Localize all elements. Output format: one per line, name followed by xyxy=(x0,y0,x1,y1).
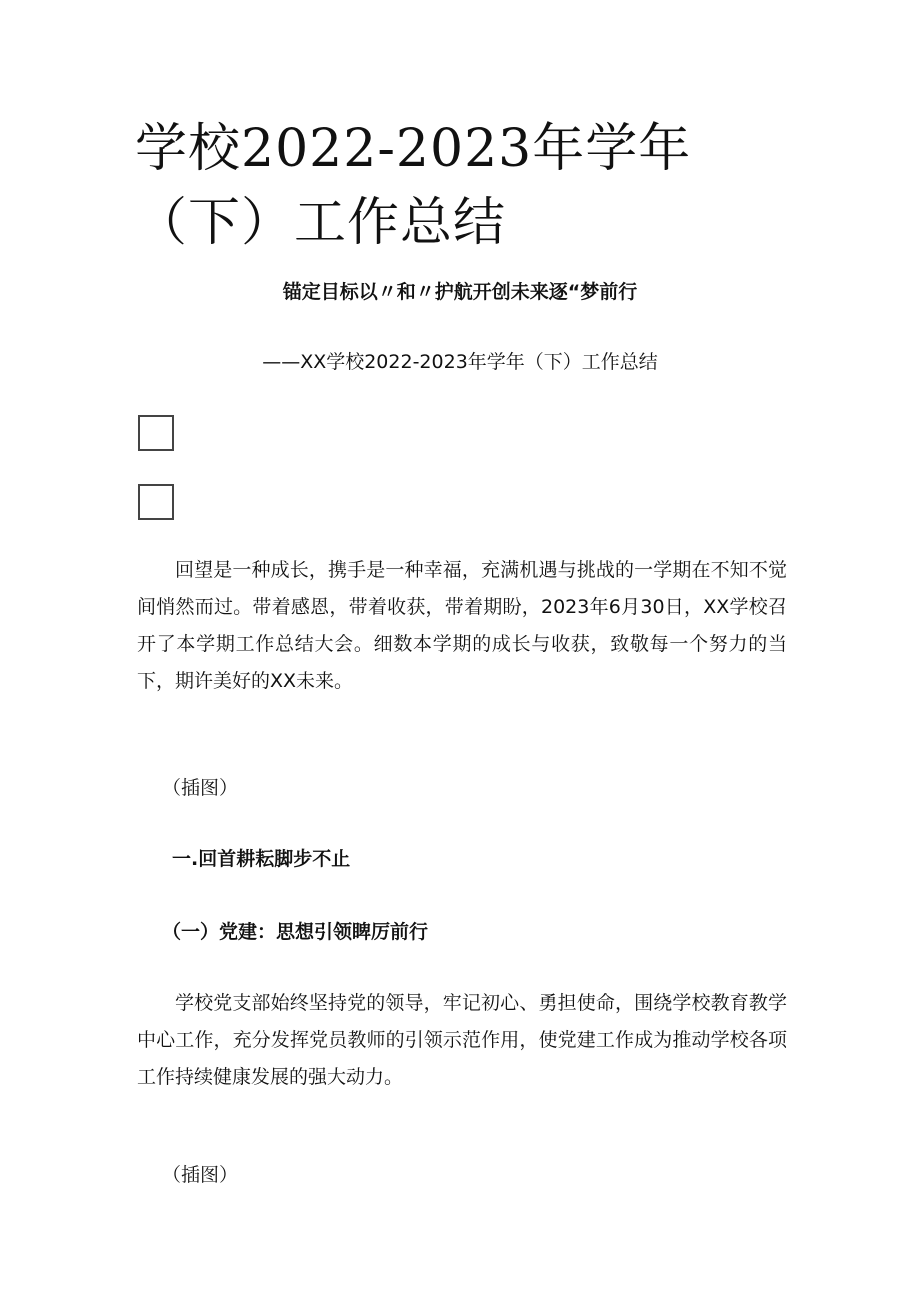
section-heading: 一.回首耕耘脚步不止 xyxy=(172,848,351,870)
image-placeholder: （插图） xyxy=(162,1164,239,1186)
document-subtitle: 锚定目标以〃和〃护航开创未来逐“梦前行 xyxy=(282,281,638,303)
intro-paragraph: 回望是一种成长，携手是一种幸福，充满机遇与挑战的一学期在不知不觉间悄然而过。带着感恩，带着收获，带着期盼，2023年6月30日，XX学校召开了本学期工作总结大会。细数本学期的成长与收获，致敬每一个努力的当下，期许美好的XX未来。 xyxy=(137,559,787,692)
subsection-heading: （一）党建：思想引领睥厉前行 xyxy=(162,921,429,943)
document-byline: ——XX学校2022-2023年学年（下）工作总结 xyxy=(262,351,658,373)
document-title: 学校2022-2023年学年（下）工作总结 xyxy=(135,119,692,253)
checkbox-empty[interactable] xyxy=(138,415,174,451)
party-building-paragraph: 学校党支部始终坚持党的领导，牢记初心、勇担使命，围绕学校教育教学中心工作，充分发挥党员教师的引领示范作用，使党建工作成为推动学校各项工作持续健康发展的强大动力。 xyxy=(137,992,787,1088)
image-placeholder: （插图） xyxy=(162,777,239,799)
checkbox-empty[interactable] xyxy=(138,484,174,520)
